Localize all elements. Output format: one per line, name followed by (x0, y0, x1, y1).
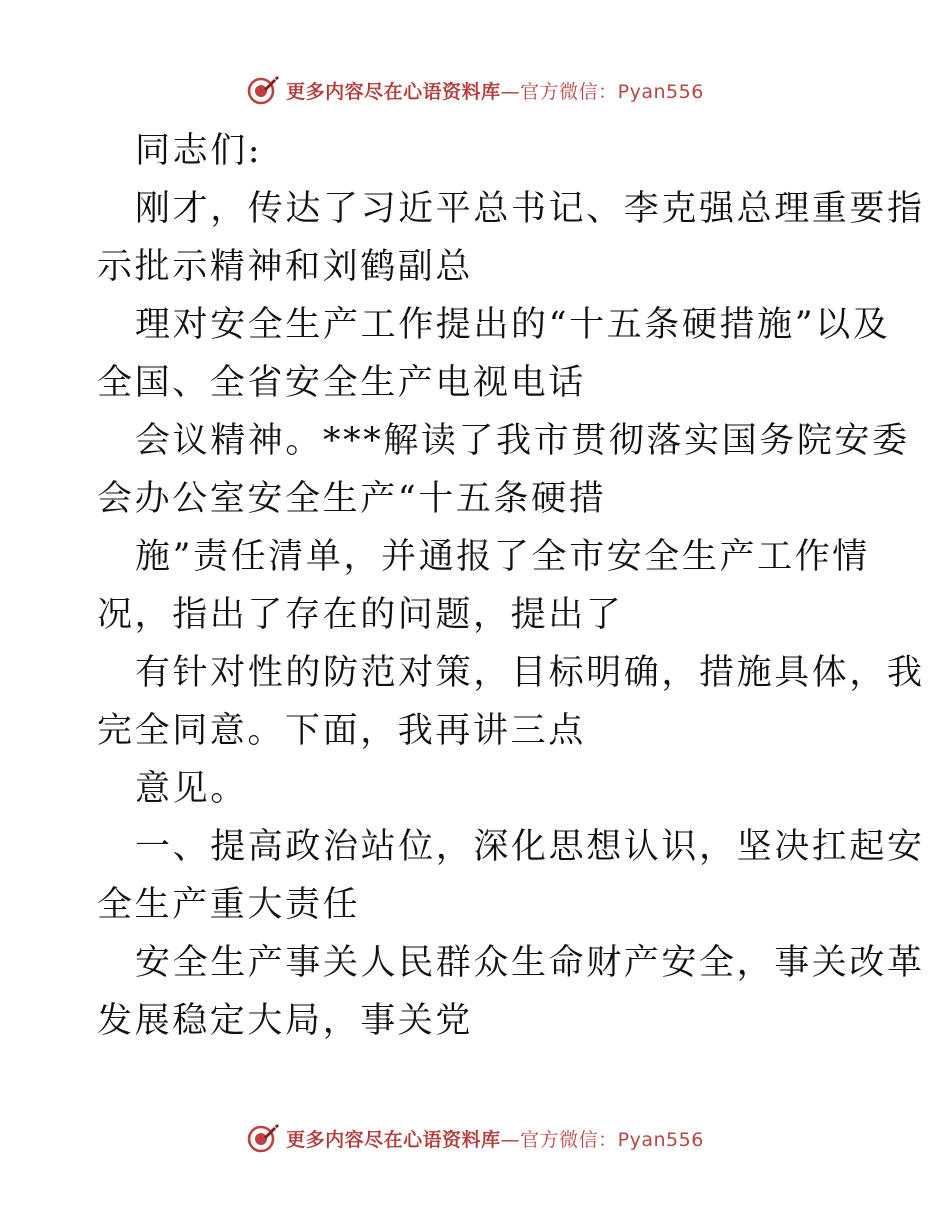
quill-pen-logo-icon (246, 73, 280, 107)
quill-pen-logo-icon (246, 1121, 280, 1155)
footer-banner (0, 1118, 950, 1158)
paragraph-line: 况，指出了存在的问题，提出了 (97, 595, 624, 635)
paragraph-line: 全国、全省安全生产电视电话 (97, 363, 586, 403)
footer-banner-text (286, 1125, 704, 1152)
paragraph-line: 会办公室安全生产“十五条硬措 (97, 479, 607, 519)
section-heading: 全生产重大责任 (97, 885, 361, 925)
paragraph-line: 发展稳定大局，事关党 (97, 1001, 474, 1041)
banner-wechat: 官方微信：Pyan556 (520, 80, 704, 103)
banner-dash: — (500, 80, 521, 103)
document-body (97, 122, 925, 1050)
paragraph-line: 示批示精神和刘鹤副总 (97, 247, 474, 287)
paragraph-line: 理对安全生产工作提出的“十五条硬措施”以及 (135, 305, 891, 345)
banner-dash: — (500, 1128, 521, 1151)
banner-wechat: 官方微信：Pyan556 (520, 1128, 704, 1151)
paragraph-line: 安全生产事关人民群众生命财产安全，事关改革 (135, 943, 925, 983)
footer-banner-inner (246, 1121, 704, 1155)
header-banner-inner (246, 73, 704, 107)
paragraph-line: 意见。 (135, 769, 248, 809)
paragraph-line: 刚才，传达了习近平总书记、李克强总理重要指 (135, 189, 925, 229)
header-banner-text (286, 77, 704, 104)
paragraph-line: 有针对性的防范对策，目标明确，措施具体，我 (135, 653, 925, 693)
header-banner (0, 70, 950, 110)
banner-title: 更多内容尽在心语资料库 (286, 1128, 501, 1151)
banner-title: 更多内容尽在心语资料库 (286, 80, 501, 103)
paragraph-line: 会议精神。***解读了我市贯彻落实国务院安委 (135, 421, 910, 461)
paragraph-line: 完全同意。下面，我再讲三点 (97, 711, 586, 751)
paragraph-line: 施”责任清单，并通报了全市安全生产工作情 (135, 537, 870, 577)
section-heading: 一、提高政治站位，深化思想认识，坚决扛起安 (135, 827, 925, 867)
greeting: 同志们: (135, 131, 263, 171)
